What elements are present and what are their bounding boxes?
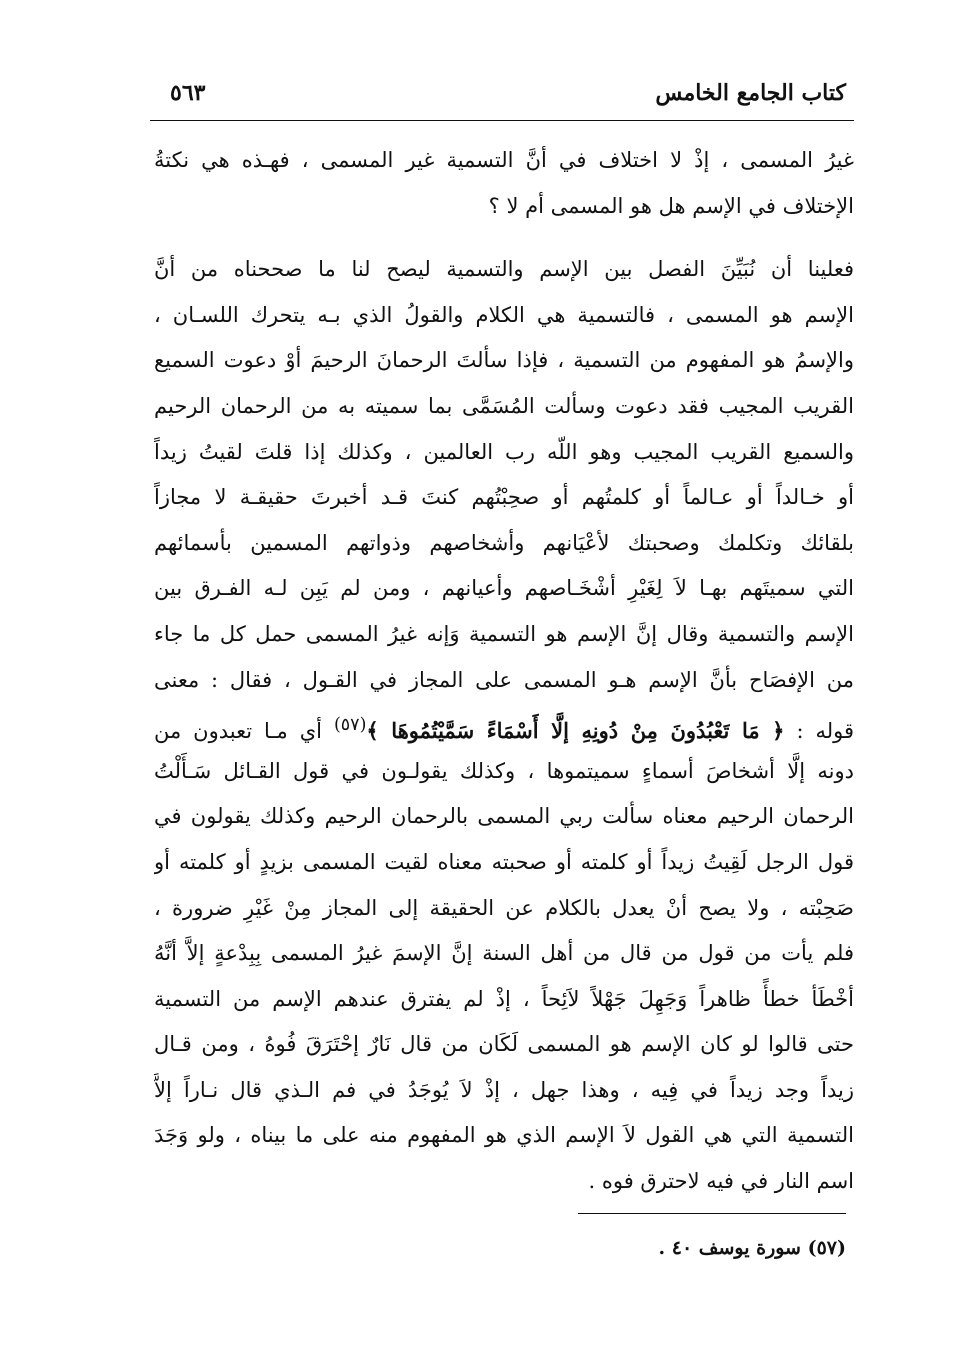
text-line: حتى قالوا لو كان الإسم هو المسمى لَكَان من قال نَارٌ إحْتَرَقَ فُوهُ ، ومن قـال <box>154 1032 854 1057</box>
text-line: من الإفصَاح بأنَّ الإسم هـو المسمى على المجاز في القـول ، فقال : معنى <box>154 667 854 692</box>
text-line: غيرُ المسمى ، إذْ لا اختلاف في أنَّ التسمية غير المسمى ، فهـذه هي نكتةُ <box>154 148 854 172</box>
text-line: بلقائك وتكلمك وصحبتك لأعْيَانهم وأشخاصهم وذواتهم المسمين بأسمائهم <box>154 530 854 555</box>
header-rule <box>150 120 854 121</box>
text-line: زيداً وجد زيداً في فِيه ، وهذا جهل ، إذْ لاَ يُوجَدُ في فم الـذي قال نـاراً إلاَّ <box>154 1077 854 1102</box>
text-line: فعلينا أن نُبَيِّنَ الفصل بين الإسم والتسمية ليصح لنا ما صححناه من أنَّ <box>154 257 854 282</box>
text-line: اسم النار في فيه لاحترق فوه . <box>588 1169 854 1194</box>
quote-prefix: قوله : <box>796 719 854 744</box>
text-line: والسميع القريب المجيب وهو اللّه رب العالمين ، وكذلك إذا قلتَ لقيتُ زيداً <box>154 439 854 464</box>
quote-line <box>154 703 854 749</box>
text-line: القريب المجيب فقد دعوت وسألت المُسَمَّى بما سميته به من الرحمان الرحيم <box>154 393 854 418</box>
footnote-rule <box>578 1213 846 1214</box>
text-line: قول الرجل لَقِيتُ زيداً أو كلمته أو صحبته معناه لقيت المسمى بزيدٍ أو كلمته أو <box>154 849 854 874</box>
text-line: الرحمان الرحيم معناه سألت ربي المسمى بالرحمان الرحيم وكذلك يقولون في <box>154 804 854 829</box>
paragraph-gap <box>154 229 854 247</box>
text-line: أخْطَأ خطأً ظاهراً وَجَهِلَ جَهْلاً لاَئِحاً ، إذْ لم يفترق عندهم الإسم من التسمية <box>154 986 854 1011</box>
footnote-reference: (٥٧) <box>333 715 367 736</box>
text-line: والإسمُ هو المفهوم من التسمية ، فإذا سألتَ الرحمانَ الرحيمَ أوْ دعوت السميع <box>154 348 854 373</box>
text-line: فلم يأت من قول من قال من أهل السنة إنَّ الإسمَ غيرُ المسمى بِبِدْعةٍ إلاَّ أنَّهُ <box>154 941 854 966</box>
quran-quote: ﴿ مَا تَعْبُدُونَ مِنْ دُونِهِ إلَّا أَسْمَاءً سَمَّيْتُمُوهَا ﴾ <box>366 718 785 744</box>
footnote: (٥٧) سورة يوسف ٤٠ . <box>658 1237 846 1259</box>
text-line: التسمية التي هي القول لاَ الإسم الذي هو المفهوم منه على ما بيناه ، ولو وَجَدَ <box>154 1123 854 1148</box>
page-number: ٥٦٣ <box>170 80 206 106</box>
text-line: التي سميتَهم بهـا لاَ لِغَيْرِ أشْخَـاصهم وأعيانهم ، ومن لم يَبِن لـه الفـرق بين <box>154 576 854 601</box>
text-line: صَحِبْته ، ولا يصح أنْ يعدل بالكلام عن الحقيقة إلى المجاز مِنْ غَيْرِ ضرورة ، <box>154 895 854 920</box>
running-title: كتاب الجامع الخامس <box>655 80 846 106</box>
main-text <box>154 138 854 1205</box>
text-line: الإسم والتسمية وقال إنَّ الإسم هو التسمية وَإنه غيرُ المسمى حمل كل ما جاء <box>154 621 854 646</box>
quote-continuation: أي مـا تعبدون من <box>154 719 323 744</box>
text-line: الإختلاف في الإسم هل هو المسمى أم لا ؟ <box>488 193 854 218</box>
text-line: أو خـالداً أو عـالماً أو كلمتُهم أو صحِبْتُهم كنتَ قـد أخبرتَ حقيقـة لا مجازاً <box>154 485 854 510</box>
text-line: دونه إلَّا أشخاصَ أسماءٍ سميتموها ، وكذلك يقولـون في قول القـائل سَـأَلْتُ <box>154 758 854 783</box>
text-line: الإسم هو المسمى ، فالتسمية هي الكلام والقولُ الذي بـه يتحرك اللسـان ، <box>154 302 854 327</box>
